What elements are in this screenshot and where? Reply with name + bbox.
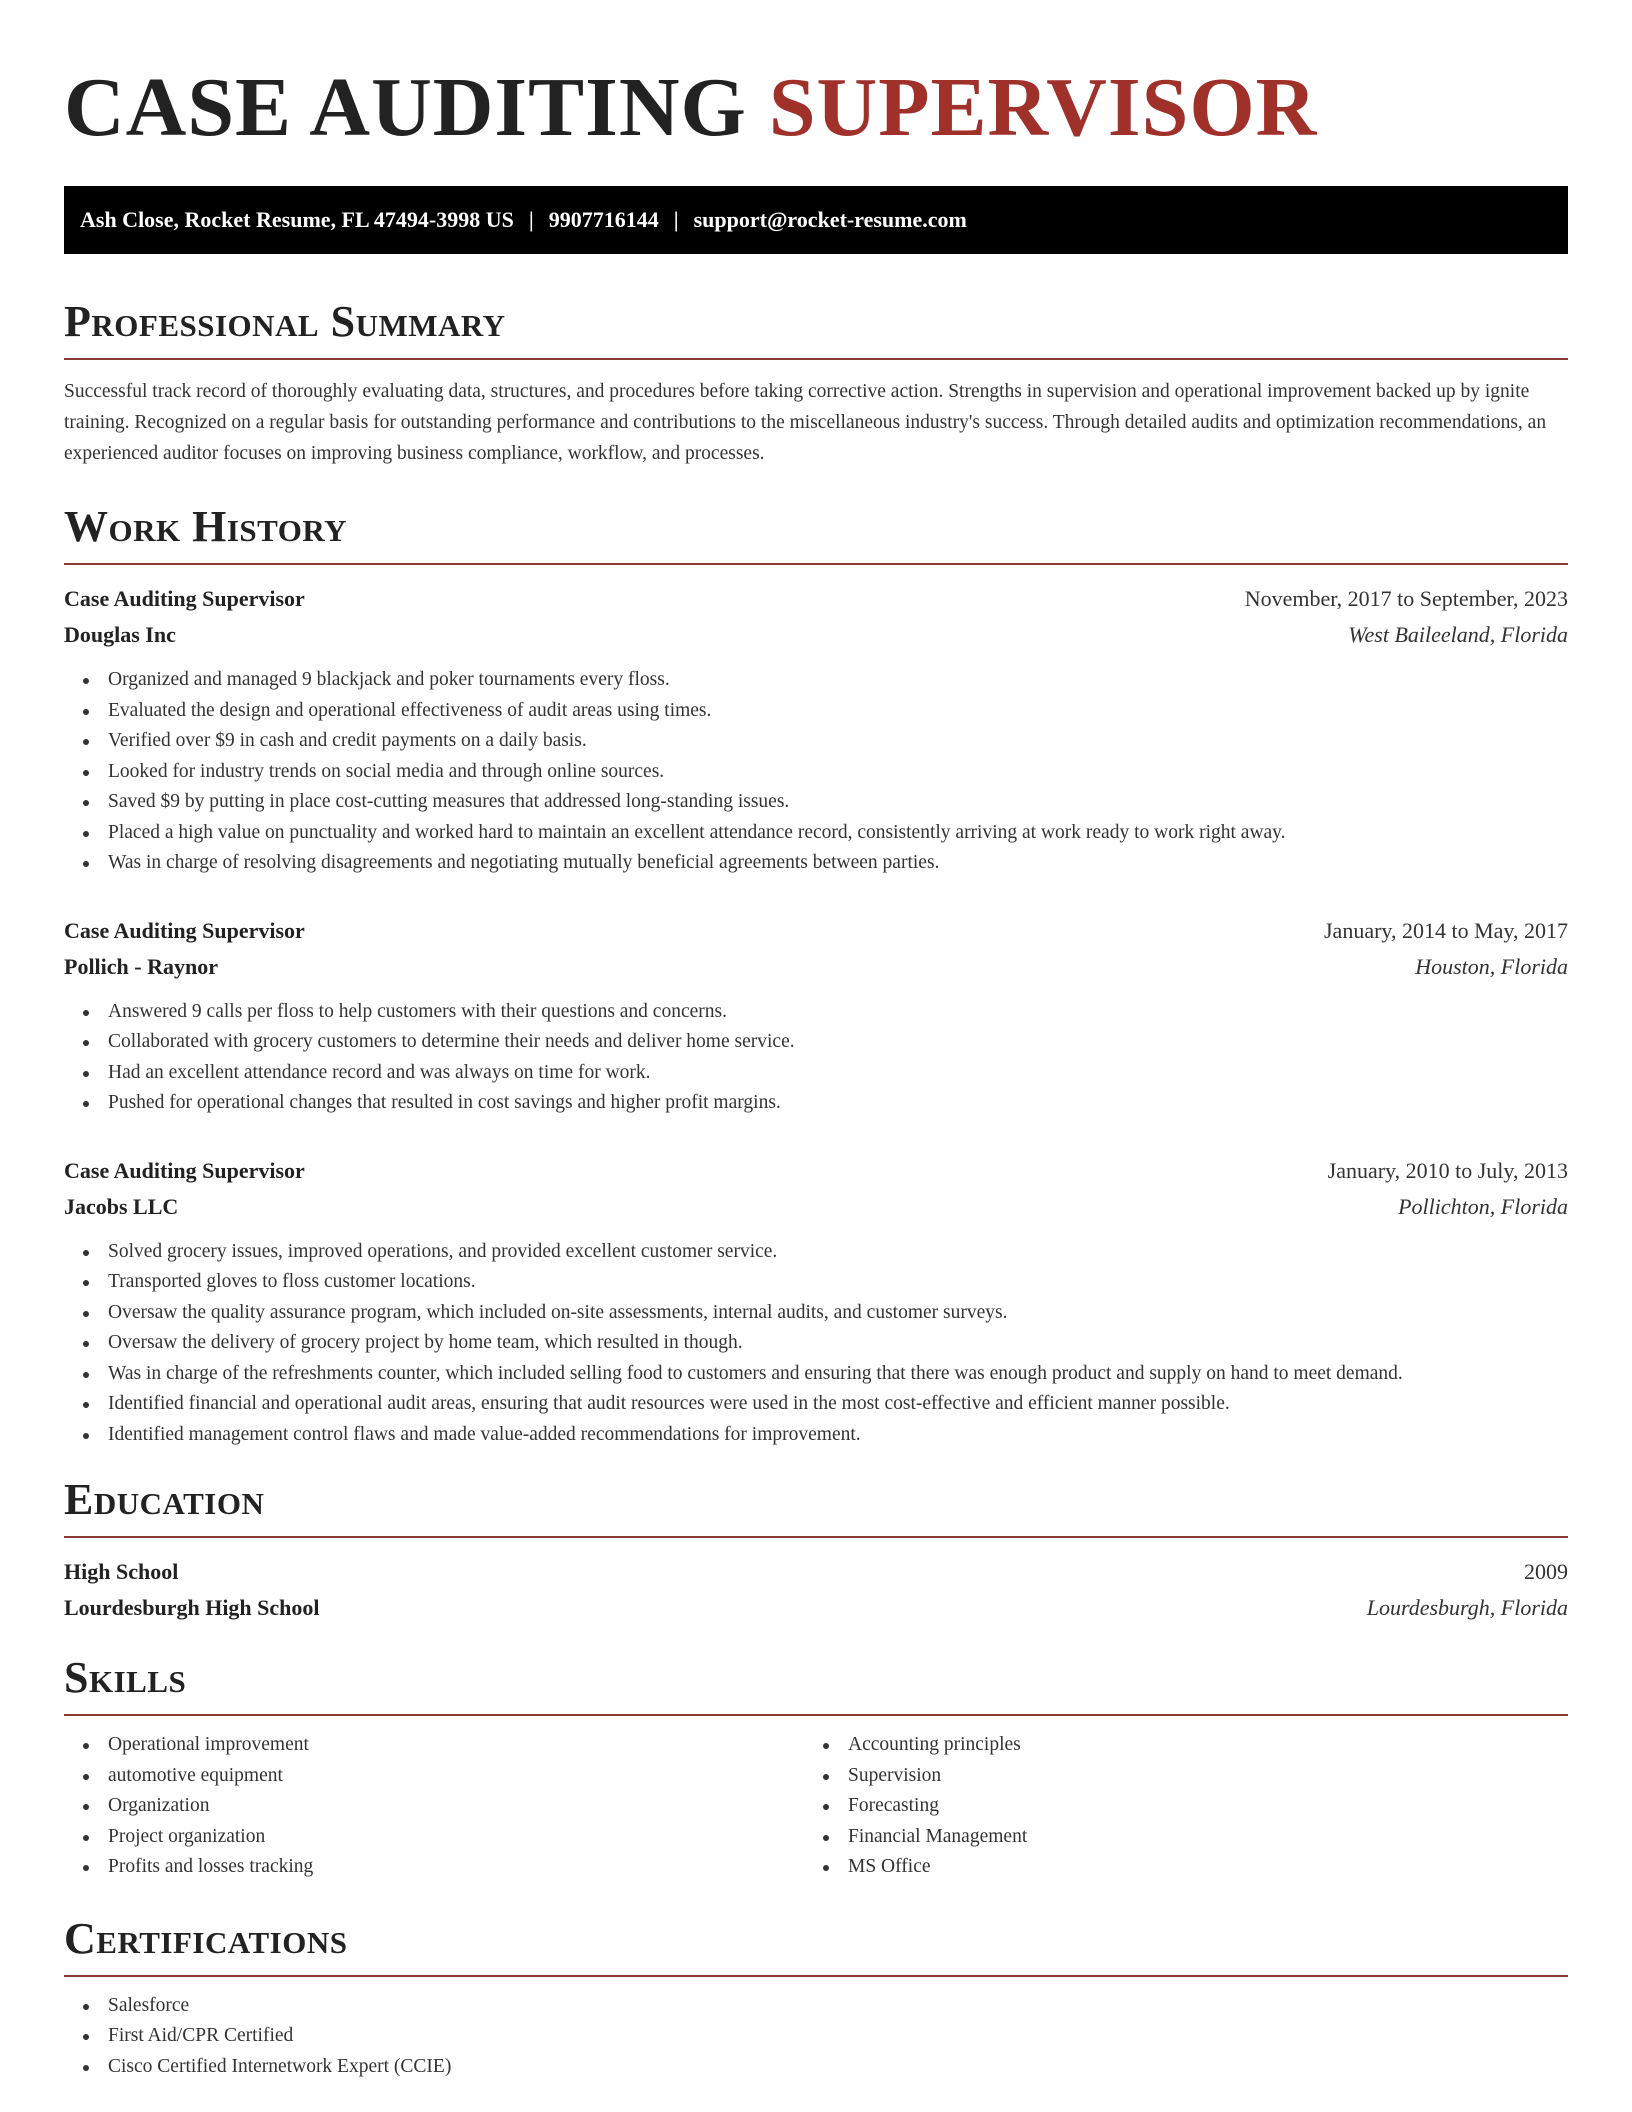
section-divider — [64, 358, 1568, 360]
education-degree-row — [64, 1554, 1568, 1590]
section-divider — [64, 1714, 1568, 1716]
list-item: Identified management control flaws and made value-added recommendations for improvement. — [64, 1420, 1568, 1451]
section-heading: Professional Summary — [64, 297, 506, 346]
job-location: Houston, Florida — [1415, 953, 1568, 979]
education-location: Lourdesburgh, Florida — [1366, 1595, 1568, 1620]
summary-section — [64, 297, 1568, 469]
list-item: Verified over $9 in cash and credit payments on a daily basis. — [64, 726, 1568, 757]
list-item: Operational improvement — [64, 1730, 804, 1761]
contact-separator: | — [528, 207, 534, 232]
job-title: Case Auditing Supervisor — [64, 1157, 305, 1183]
job-bullets — [64, 997, 1568, 1119]
section-heading: Certifications — [64, 1913, 348, 1963]
job-location: Pollichton, Florida — [1398, 1193, 1568, 1219]
skills-list-left — [64, 1730, 804, 1883]
job-title: Case Auditing Supervisor — [64, 586, 305, 611]
education-degree: High School — [64, 1559, 179, 1584]
list-item: Oversaw the delivery of grocery project by home team, which resulted in though. — [64, 1328, 1568, 1359]
education-school-row — [64, 1590, 1568, 1626]
skills-list-right — [804, 1730, 1544, 1883]
education-section — [64, 1475, 1568, 1626]
job-company-row — [64, 949, 1568, 985]
section-divider — [64, 1975, 1568, 1977]
list-item: Evaluated the design and operational effectiveness of audit areas using times. — [64, 696, 1568, 727]
list-item: Cisco Certified Internetwork Expert (CCIE) — [64, 2052, 1568, 2083]
list-item: automotive equipment — [64, 1761, 804, 1792]
job-dates: January, 2014 to May, 2017 — [1324, 917, 1568, 943]
job-dates: November, 2017 to September, 2023 — [1244, 586, 1568, 611]
list-item: Oversaw the quality assurance program, which included on-site assessments, internal audits, and customer surveys. — [64, 1298, 1568, 1329]
title-main: CASE AUDITING — [64, 61, 747, 154]
job-dates: January, 2010 to July, 2013 — [1327, 1157, 1568, 1183]
job-company-row — [64, 1189, 1568, 1225]
list-item: Collaborated with grocery customers to determine their needs and deliver home service. — [64, 1027, 1568, 1058]
list-item: Salesforce — [64, 1991, 1568, 2022]
section-heading: Skills — [64, 1653, 187, 1702]
title-accent: SUPERVISOR — [768, 61, 1318, 154]
job-entry — [64, 913, 1568, 1119]
certifications-section — [64, 1913, 1568, 2083]
section-heading: Education — [64, 1475, 265, 1524]
list-item: Identified financial and operational audit areas, ensuring that audit resources were used in the most cost-effective and efficient manner possible. — [64, 1389, 1568, 1420]
job-bullets — [64, 1237, 1568, 1451]
job-header-row — [64, 1153, 1568, 1189]
certifications-list — [64, 1991, 1568, 2083]
list-item: First Aid/CPR Certified — [64, 2021, 1568, 2052]
contact-email: support@rocket-resume.com — [693, 207, 967, 232]
list-item: Was in charge of the refreshments counter, which included selling food to customers and ensuring that there was enough product and supply on hand to meet demand. — [64, 1359, 1568, 1390]
job-bullets — [64, 665, 1568, 879]
contact-bar — [64, 186, 1568, 254]
list-item: Was in charge of resolving disagreements and negotiating mutually beneficial agreements between parties. — [64, 848, 1568, 879]
job-company: Jacobs LLC — [64, 1193, 179, 1219]
job-location: West Baileeland, Florida — [1348, 622, 1568, 647]
job-company: Douglas Inc — [64, 622, 176, 647]
education-school: Lourdesburgh High School — [64, 1595, 320, 1620]
list-item: Profits and losses tracking — [64, 1852, 804, 1883]
list-item: Solved grocery issues, improved operations, and provided excellent customer service. — [64, 1237, 1568, 1268]
work-history-section — [64, 502, 1568, 1450]
job-header-row — [64, 913, 1568, 949]
job-entry — [64, 581, 1568, 879]
list-item: Accounting principles — [804, 1730, 1544, 1761]
list-item: Project organization — [64, 1822, 804, 1853]
section-divider — [64, 563, 1568, 565]
job-company-row — [64, 617, 1568, 653]
job-company: Pollich - Raynor — [64, 953, 218, 979]
summary-text: Successful track record of thoroughly evaluating data, structures, and procedures before taking corrective action. Strengths in supervision and operational improvement backed up by ignite training. Recognized on a regular basis for outstanding performance and contributions to the miscellaneous industry's success. Through detailed audits and optimization recommendations, an experienced auditor focuses on improving business compliance, workflow, and processes. — [64, 381, 1547, 464]
section-heading: Work History — [64, 502, 348, 551]
list-item: Had an excellent attendance record and was always on time for work. — [64, 1058, 1568, 1089]
contact-separator: | — [673, 207, 679, 232]
resume-title — [64, 61, 1568, 154]
section-divider — [64, 1536, 1568, 1538]
list-item: Supervision — [804, 1761, 1544, 1792]
contact-address: Ash Close, Rocket Resume, FL 47494-3998 US — [80, 207, 514, 232]
list-item: Pushed for operational changes that resulted in cost savings and higher profit margins. — [64, 1088, 1568, 1119]
list-item: Saved $9 by putting in place cost-cutting measures that addressed long-standing issues. — [64, 787, 1568, 818]
job-header-row — [64, 581, 1568, 617]
job-title: Case Auditing Supervisor — [64, 917, 305, 943]
list-item: Transported gloves to floss customer locations. — [64, 1267, 1568, 1298]
list-item: Placed a high value on punctuality and worked hard to maintain an excellent attendance record, consistently arriving at work ready to work right away. — [64, 818, 1568, 849]
education-year: 2009 — [1524, 1559, 1568, 1584]
education-entry — [64, 1554, 1568, 1626]
list-item: Answered 9 calls per floss to help customers with their questions and concerns. — [64, 997, 1568, 1028]
skills-columns — [64, 1730, 1568, 1883]
list-item: Organization — [64, 1791, 804, 1822]
list-item: Forecasting — [804, 1791, 1544, 1822]
contact-phone: 9907716144 — [548, 207, 659, 232]
skills-section — [64, 1653, 1568, 1883]
list-item: MS Office — [804, 1852, 1544, 1883]
list-item: Organized and managed 9 blackjack and poker tournaments every floss. — [64, 665, 1568, 696]
list-item: Financial Management — [804, 1822, 1544, 1853]
job-entry — [64, 1153, 1568, 1451]
list-item: Looked for industry trends on social media and through online sources. — [64, 757, 1568, 788]
